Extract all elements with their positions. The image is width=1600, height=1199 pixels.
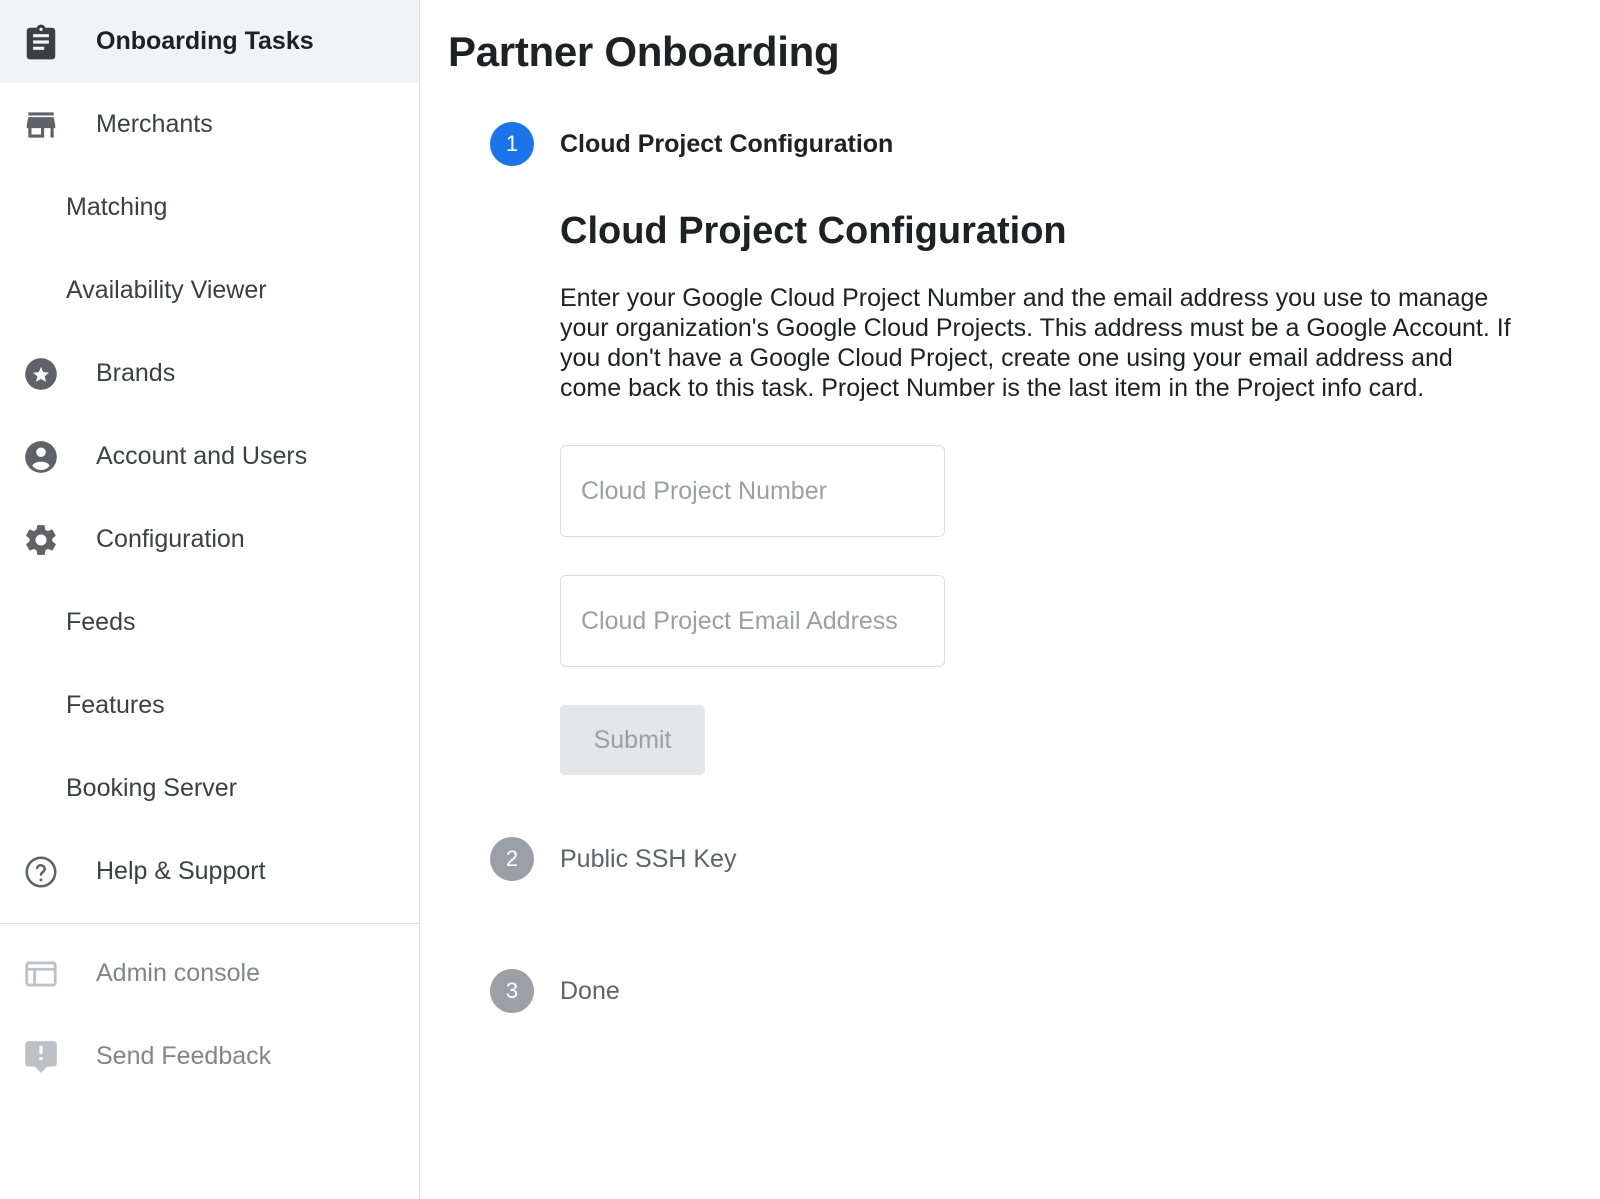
- sidebar-item-label: Booking Server: [66, 774, 237, 802]
- step-2-spacer: [560, 881, 1600, 969]
- store-icon: [22, 106, 66, 144]
- step-2: [490, 837, 1600, 969]
- gear-icon: [22, 521, 66, 559]
- sidebar-item-label: Features: [66, 691, 165, 719]
- sidebar-item-label: Account and Users: [96, 442, 308, 470]
- help-circle-icon: [22, 853, 66, 891]
- star-icon: [22, 355, 66, 393]
- sidebar-item-label: Onboarding Tasks: [96, 27, 314, 55]
- sidebar-item-matching[interactable]: [0, 166, 419, 249]
- sidebar-item-label: Matching: [66, 193, 168, 221]
- cloud-project-email-input[interactable]: [560, 575, 945, 667]
- sidebar-item-label: Admin console: [96, 959, 260, 987]
- step-2-marker: [490, 837, 534, 881]
- step-1: [490, 122, 1600, 837]
- page-title: Partner Onboarding: [448, 28, 840, 75]
- sidebar-item-feeds[interactable]: [0, 581, 419, 664]
- sidebar-item-label: Feeds: [66, 608, 136, 636]
- sidebar-item-label: Help & Support: [96, 857, 266, 885]
- sidebar-item-merchants[interactable]: [0, 83, 419, 166]
- sidebar-item-account-and-users[interactable]: [0, 415, 419, 498]
- step-3-marker: [490, 969, 534, 1013]
- sidebar-item-features[interactable]: [0, 664, 419, 747]
- step-2-label[interactable]: Public SSH Key: [560, 845, 737, 873]
- step-3-label[interactable]: Done: [560, 977, 620, 1005]
- feedback-icon: [22, 1038, 66, 1076]
- sidebar-item-send-feedback[interactable]: [0, 1015, 419, 1098]
- step-2-number: 2: [490, 837, 534, 881]
- sidebar-item-booking-server[interactable]: [0, 747, 419, 830]
- person-icon: [22, 438, 66, 476]
- clipboard-icon: [22, 23, 66, 61]
- step-1-marker: [490, 122, 534, 166]
- admin-panel-icon: [22, 955, 66, 993]
- sidebar: [0, 0, 420, 1199]
- section-title: Cloud Project Configuration: [560, 210, 1067, 252]
- sidebar-item-label: Send Feedback: [96, 1042, 272, 1070]
- sidebar-item-onboarding-tasks[interactable]: [0, 0, 419, 83]
- step-1-body: [534, 122, 1600, 837]
- sidebar-item-label: Configuration: [96, 525, 245, 553]
- sidebar-item-brands[interactable]: [0, 332, 419, 415]
- step-2-body: [534, 837, 1600, 969]
- sidebar-item-help-and-support[interactable]: [0, 830, 419, 913]
- main-content: [420, 0, 1600, 1199]
- sidebar-item-admin-console[interactable]: [0, 932, 419, 1015]
- sidebar-item-label: Brands: [96, 359, 176, 387]
- step-1-content: [560, 166, 1600, 837]
- cloud-project-number-input[interactable]: [560, 445, 945, 537]
- section-description: Enter your Google Cloud Project Number and the email address you use to manage your organization's Google Cloud Projects. This address must be a Google Account. If you don't have a Google Cloud Project, create one using your email address and come back to this task. Project Number is the last item in the Project info card.: [560, 284, 1511, 402]
- sidebar-item-label: Merchants: [96, 110, 213, 138]
- sidebar-divider: [0, 923, 419, 924]
- step-3-body: [534, 969, 1600, 1013]
- sidebar-item-availability-viewer[interactable]: [0, 249, 419, 332]
- step-3-number: 3: [490, 969, 534, 1013]
- step-1-label[interactable]: Cloud Project Configuration: [560, 130, 894, 158]
- sidebar-item-configuration[interactable]: [0, 498, 419, 581]
- step-3: [490, 969, 1600, 1013]
- onboarding-stepper: [490, 122, 1600, 1013]
- sidebar-item-label: Availability Viewer: [66, 276, 267, 304]
- submit-button[interactable]: Submit: [560, 705, 705, 775]
- step-1-number: 1: [490, 122, 534, 166]
